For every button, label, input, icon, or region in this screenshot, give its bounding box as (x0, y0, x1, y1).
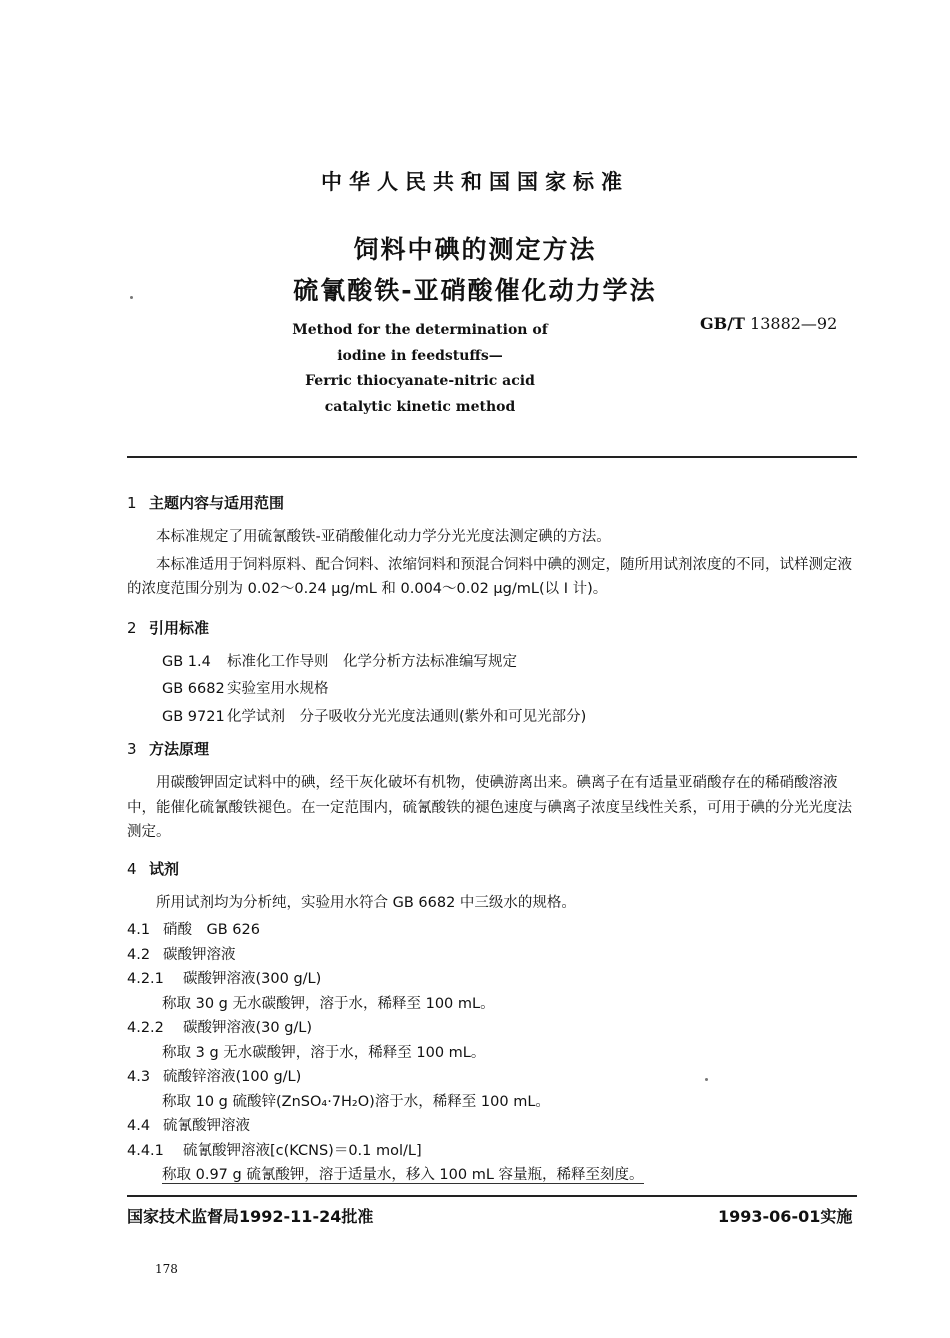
clause-number: 4.4 (127, 1118, 151, 1134)
implementation-date: 1993-06-01实施 (718, 1207, 853, 1226)
reference-code: GB 1.4 (162, 653, 211, 670)
reference-item (127, 677, 857, 702)
preparation-detail: 称取 30 g 无水碳酸钾，溶于水，稀释至 100 mL。 (162, 995, 495, 1012)
section-2-heading (127, 615, 857, 641)
english-title-line: Ferric thiocyanate-nitric acid (305, 373, 535, 389)
paragraph: 本标准适用于饲料原料、配合饲料、浓缩饲料和预混合饲料中碘的测定，随所用试剂浓度的不同，试样测定液的浓度范围分别为 0.02～0.24 μg/mL 和 0.004～0.02 μg/mL(以 I 计)。 (127, 556, 852, 597)
section-title: 方法原理 (149, 740, 210, 758)
header-divider (127, 456, 857, 458)
approval-date: 国家技术监督局1992-11-24批准 (127, 1207, 374, 1226)
section-title: 试剂 (149, 859, 180, 878)
clause-text: 碳酸钾溶液 (163, 946, 236, 963)
section-4-heading (127, 856, 857, 882)
clause-number: 4.4.1 (127, 1142, 164, 1159)
reagent-item (127, 943, 857, 968)
standard-number (700, 314, 837, 333)
document-title-line1: 饲料中碘的测定方法 (353, 235, 597, 264)
clause-number: 4.2.1 (127, 971, 164, 987)
section-number: 4 (127, 859, 137, 878)
clause-text: 硫酸锌溶液(100 g/L) (163, 1069, 302, 1085)
english-title-line: Method for the determination of (292, 322, 548, 338)
english-title-line: catalytic kinetic method (324, 398, 516, 415)
reference-item (127, 705, 857, 730)
english-title (250, 318, 590, 420)
section-title: 引用标准 (149, 618, 210, 637)
clause-number: 4.3 (127, 1069, 151, 1085)
clause-text: 碳酸钾溶液(30 g/L) (183, 1020, 313, 1036)
paragraph: 本标准规定了用硫氰酸铁-亚硝酸催化动力学分光光度法测定碘的方法。 (156, 529, 611, 545)
preparation-detail: 称取 10 g 硫酸锌(ZnSO₄·7H₂O)溶于水，稀释至 100 mL。 (162, 1093, 550, 1110)
preparation-detail-text: 称取 0.97 g 硫氰酸钾，溶于适量水，移入 100 mL 容量瓶，稀释至刻度。 (162, 1167, 644, 1183)
section-number: 3 (127, 740, 137, 758)
paragraph: 所用试剂均为分析纯，实验用水符合 GB 6682 中三级水的规格。 (156, 894, 576, 911)
reagent-item (127, 967, 857, 992)
section-3-heading (127, 736, 857, 762)
section-title: 主题内容与适用范围 (149, 494, 285, 512)
reagent-item (127, 918, 857, 943)
standard-code: 13882—92 (750, 314, 838, 333)
reference-title: 化学试剂 分子吸收分光光度法通则(紫外和可见光部分) (227, 708, 587, 725)
document-body (127, 490, 857, 1188)
reference-title: 实验室用水规格 (227, 681, 329, 697)
standard-prefix: GB/T (700, 314, 745, 333)
paragraph: 用碳酸钾固定试料中的碘，经干灰化破坏有机物，使碘游离出来。碘离子在有适量亚硝酸存在的稀硝酸溶液中，能催化硫氰酸铁褪色。在一定范围内，硫氰酸铁的褪色速度与碘离子浓度呈线性关系，可用于碘的分光光度法测定。 (127, 775, 852, 840)
clause-text: 碳酸钾溶液(300 g/L) (183, 971, 322, 987)
reference-title: 标准化工作导则 化学分析方法标准编写规定 (227, 653, 517, 670)
clause-text: 硫氰酸钾溶液 (163, 1118, 250, 1134)
reference-item (127, 650, 857, 675)
reagent-item (127, 1114, 857, 1139)
clause-text: 硫氰酸钾溶液[c(KCNS)＝0.1 mol/L] (183, 1142, 422, 1159)
clause-number: 4.1 (127, 922, 151, 938)
section-1-heading (127, 490, 857, 516)
page-number: 178 (155, 1262, 178, 1276)
clause-number: 4.2 (127, 946, 151, 963)
section-number: 2 (127, 618, 137, 637)
reagent-item (127, 1016, 857, 1041)
preparation-detail: 称取 3 g 无水碳酸钾，溶于水，稀释至 100 mL。 (162, 1044, 486, 1061)
preparation-detail (127, 1163, 857, 1188)
english-title-line: iodine in feedstuffs— (337, 347, 503, 364)
national-standard-heading: 中华人民共和国国家标准 (321, 170, 629, 194)
reagent-item (127, 1065, 857, 1090)
footer-divider (127, 1195, 857, 1197)
reference-code: GB 6682 (162, 681, 225, 697)
clause-text: 硝酸 GB 626 (163, 922, 260, 938)
reagent-item (127, 1139, 857, 1164)
section-number: 1 (127, 494, 137, 512)
scan-speck (130, 296, 133, 299)
reference-code: GB 9721 (162, 708, 225, 725)
clause-number: 4.2.2 (127, 1020, 164, 1036)
document-title-line2: 硫氰酸铁-亚硝酸催化动力学法 (293, 276, 657, 305)
